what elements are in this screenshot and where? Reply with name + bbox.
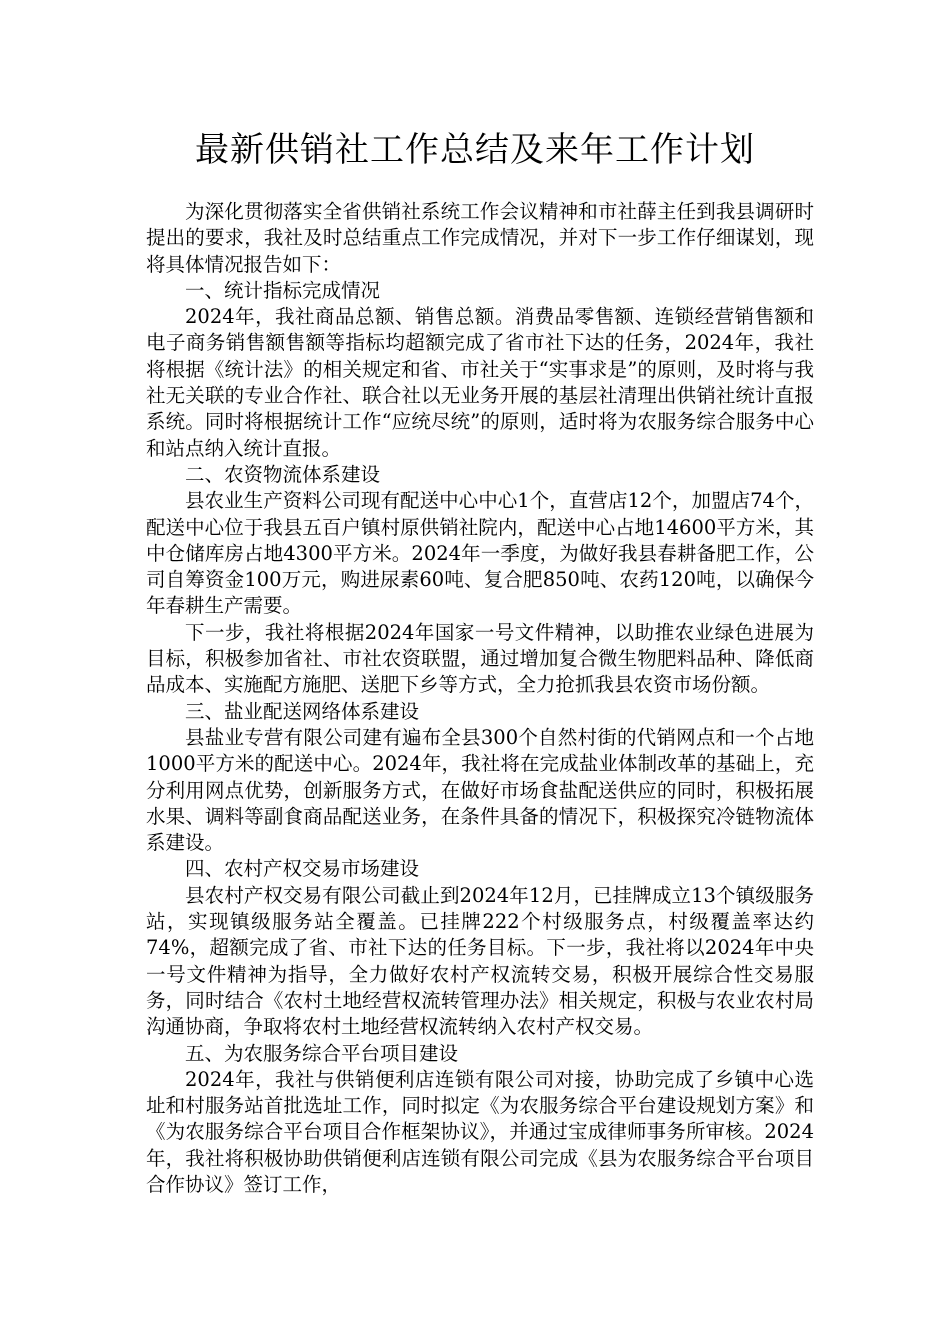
section-heading-salt-distribution: 三、盐业配送网络体系建设 [185,699,420,723]
intro-paragraph: 为深化贯彻落实全省供销社系统工作会议精神和市社薛主任到我县调研时提出的要求，我社及时总结重点工作完成情况，并对下一步工作仔细谋划，现将具体情况报告如下： [146,200,814,276]
document-body [146,199,814,1198]
agri-logistics-next-step-paragraph: 下一步，我社将根据2024年国家一号文件精神，以助推农业绿色进展为目标，积极参加省社、市社农资联盟，通过增加复合微生物肥料品种、降低商品成本、实施配方施肥、送肥下乡等方式，全力抢抓我县农资市场份额。 [146,620,814,697]
agri-logistics-paragraph: 县农业生产资料公司现有配送中心中心1个，直营店12个，加盟店74个，配送中心位于我县五百户镇村原供销社院内，配送中心占地14600平方米，其中仓储库房占地4300平方米。2024年一季度，为做好我县春耕备肥工作，公司自筹资金100万元，购进尿素60吨、复合肥850吨、农药120吨，以确保今年春耕生产需要。 [146,489,814,618]
document-title: 最新供销社工作总结及来年工作计划 [195,130,755,170]
property-rights-paragraph: 县农村产权交易有限公司截止到2024年12月，已挂牌成立13个镇级服务站，实现镇级服务站全覆盖。已挂牌222个村级服务点，村级覆盖率达约74%，超额完成了省、市社下达的任务目标。下一步，我社将以2024年中央一号文件精神为指导，全力做好农村产权流转交易，积极开展综合性交易服务，同时结合《农村土地经营权流转管理办法》相关规定，积极与农业农村局沟通协商，争取将农村土地经营权流转纳入农村产权交易。 [146,883,814,1039]
salt-distribution-paragraph: 县盐业专营有限公司建有遍布全县300个自然村街的代销网点和一个占地1000平方米的配送中心。2024年，我社将在完成盐业体制改革的基础上，充分利用网点优势，创新服务方式，在做好市场食盐配送供应的同时，积极拓展水果、调料等副食商品配送业务，在条件具备的情况下，积极探究冷链物流体系建设。 [146,725,814,855]
section-heading-statistics: 一、统计指标完成情况 [185,278,381,302]
statistics-paragraph: 2024年，我社商品总额、销售总额。消费品零售额、连锁经营销售额和电子商务销售额售额等指标均超额完成了省市社下达的任务，2024年，我社将根据《统计法》的相关规定和省、市社关于“实事求是”的原则，及时将与我社无关联的专业合作社、联合社以无业务开展的基层社清理出供销社统计直报系统。同时将根据统计工作“应统尽统”的原则，适时将为农服务综合服务中心和站点纳入统计直报。 [146,305,814,460]
section-heading-service-platform: 五、为农服务综合平台项目建设 [185,1041,459,1065]
section-heading-agri-logistics: 二、农资物流体系建设 [185,462,381,486]
service-platform-paragraph: 2024年，我社与供销便利店连锁有限公司对接，协助完成了乡镇中心选址和村服务站首批选址工作，同时拟定《为农服务综合平台建设规划方案》和《为农服务综合平台项目合作框架协议》，并通过宝成律师事务所审核。2024年，我社将积极协助供销便利店连锁有限公司完成《县为农服务综合平台项目合作协议》签订工作， [146,1067,814,1196]
section-heading-property-rights: 四、农村产权交易市场建设 [185,857,420,881]
